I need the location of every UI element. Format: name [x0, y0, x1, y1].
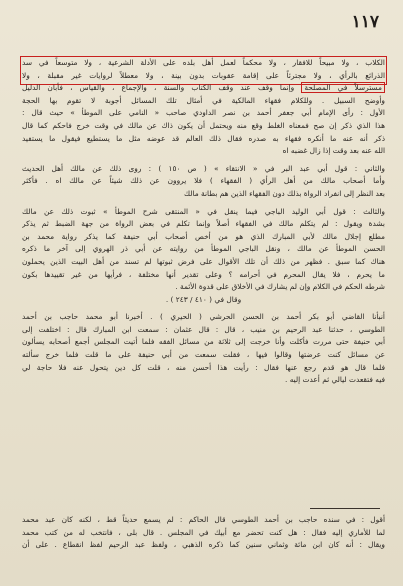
text-line: أبي حنيفة حتى مررت فأكلت وأنا خرجت إلى ثلاثة من مسائل الفقه فلما أتيت المجلس أجمع أصحابه يسألون: [22, 337, 385, 347]
text-line: هذا الذي ذكر إن صح فمعناه الغلط وقع منه ويحتمل أن يكون ذاك عن مالك في وقت خرج فاحكم كما قال: [22, 120, 385, 130]
footnote-line: أقول : في سنده حاجب بن أحمد الطوسي قال الحاكم : لم يسمع حديثاً قط ، لكنه كان عبد محمد: [22, 515, 385, 524]
footnote-text: [22, 514, 385, 552]
page-number: ١١٧: [351, 12, 379, 32]
text-line: وأما أصحاب مالك من أهل الرأي ( الفقهاء ) فلا يروون عن ذلك شيئاً عن مالك اه . فأكثر: [22, 176, 385, 186]
text-line: بشدة ويقول : لم يتكلم مالك في الفقهاء أصلاً وإنما تكلم في بعض الرواة من جهة الضبط ثم يذكر: [22, 219, 385, 229]
text-line-rest: وإنما وقف عند وقف الكتاب والسنة ، والإجماع ، والقياس ، فأبان الدليل: [22, 83, 295, 93]
text-line: شرطه الحكم في الكلام وإن لم يشارك في الأخلاق على قدوة الأئمة .: [175, 282, 385, 292]
text-line: الأول : رأى الإمام أبي جعفر أحمد بن نصر الداودي صاحب « النامي على الموطأ » حيث قال :: [22, 108, 385, 118]
highlight-phrase: مسترسلاً في المصلحة: [301, 82, 385, 93]
text-line: فيه فتقعدت ليالي ثم أعدت إليه .: [285, 375, 385, 385]
text-line: الذرائع بالرأي ، ولا مجترئاً على إقامة عقوبات بدون بينة ، ولا معطلاً لروايات غير مقبلة ، ولا: [22, 70, 385, 80]
text-line: والثاني : قول أبي عبد البر في « الانتقاء » ( ص ١٥٠ ) : روى ذلك عن مالك أهل الحديث: [22, 163, 385, 173]
text-line: هناك كما سبق . فظهر من ذلك أن تلك الأقوال على فرض ثبوتها لم تسند من أهل البيت الذين يحملون: [22, 256, 385, 266]
text-line: الكلاب ، ولا مبيحاً للافقار ، ولا محكماً لعمل أهل بلده على الأدلة الشرعية ، ولا متوسعاً في سد: [22, 58, 385, 67]
footnote-line: ويقال : أنه كان ابن مائة وثماني سنين كما ذكره الذهبي ، ولفظ عبد الرحيم لفظ انقطاع . على أن: [22, 540, 385, 550]
text-line: بعد النظر إلى انفراد الرواة بذلك دون الفقهاء الذين هم بطانة مالك: [183, 188, 385, 198]
text-line: عن مسائل كنت عرضتها وقالوا فيها ، فقلت سمعت من أبي حنيفة على ما قلت فلما خرج سألته: [22, 350, 385, 360]
text-line: ما يحرم ، فلا يقال المحرم في أحرامه ؟ وعلى تقدير أنها مختلفة ، فرأيها من غير تقييدها بكون: [22, 269, 385, 279]
text-line: الله عنه بعد وقت إذا زال غضبه اه: [282, 146, 385, 156]
text-line: والثالث : قول أبي الوليد الباجي فيما ينقل في « المنتقى شرح الموطأ » ثبوت ذلك عن مالك: [22, 206, 385, 216]
text-line: أنبأنا القاضي أبو بكر أحمد بن الحسن الحرشي ( الحيري ) . أخبرنا أبو محمد حاجب بن أحمد: [22, 312, 385, 322]
citation: وقال في ( ٤١٠ / ٢٤٣ ) .: [165, 294, 242, 304]
footnote-line: لما للأماري إليه فقال : هل كنت تحضر مع أبيك في المجلس . قال بلى ، فانتخب له من كتب محمد: [22, 527, 385, 537]
text-line: فلما قال هو قدم رجع عنها فقال : رأيت هذا أحسن منه ، قلت كل دين يتحول عنه فلا حاجة لي: [22, 362, 385, 372]
text-line: ذكر أنه عنه ما أنكره فقهاء به صدره فقال ذلك العالم قد عوضه مثل ما يستطيع فيقول ما يستفيد: [22, 133, 385, 143]
text-line: [22, 82, 385, 95]
main-text: [22, 57, 385, 387]
text-line: وأوضح السبيل . وللكلام فقهاء المالكية في أمثال تلك المسائل أجوبة لا تقوم بها الحجة: [22, 95, 385, 105]
text-line: مطلع إجلال مالك لأبي المبارك الذي هو من أخص أصحاب أبي حنيفة كما يذكر رواية محمد بن: [22, 231, 385, 241]
separator-rule: [310, 508, 380, 509]
text-line: الطوسي ، حدثنا عبد الرحيم بن منيب ، قال : قال عثمان : سمعت ابن المبارك قال : اختلفت إلى: [22, 324, 385, 334]
text-line: الحسن الموطأ عن مالك ، ونقل الباجي الموطأ من روايته عن أبي ذر الهروي إلى آخر ما ذكره: [22, 244, 385, 254]
